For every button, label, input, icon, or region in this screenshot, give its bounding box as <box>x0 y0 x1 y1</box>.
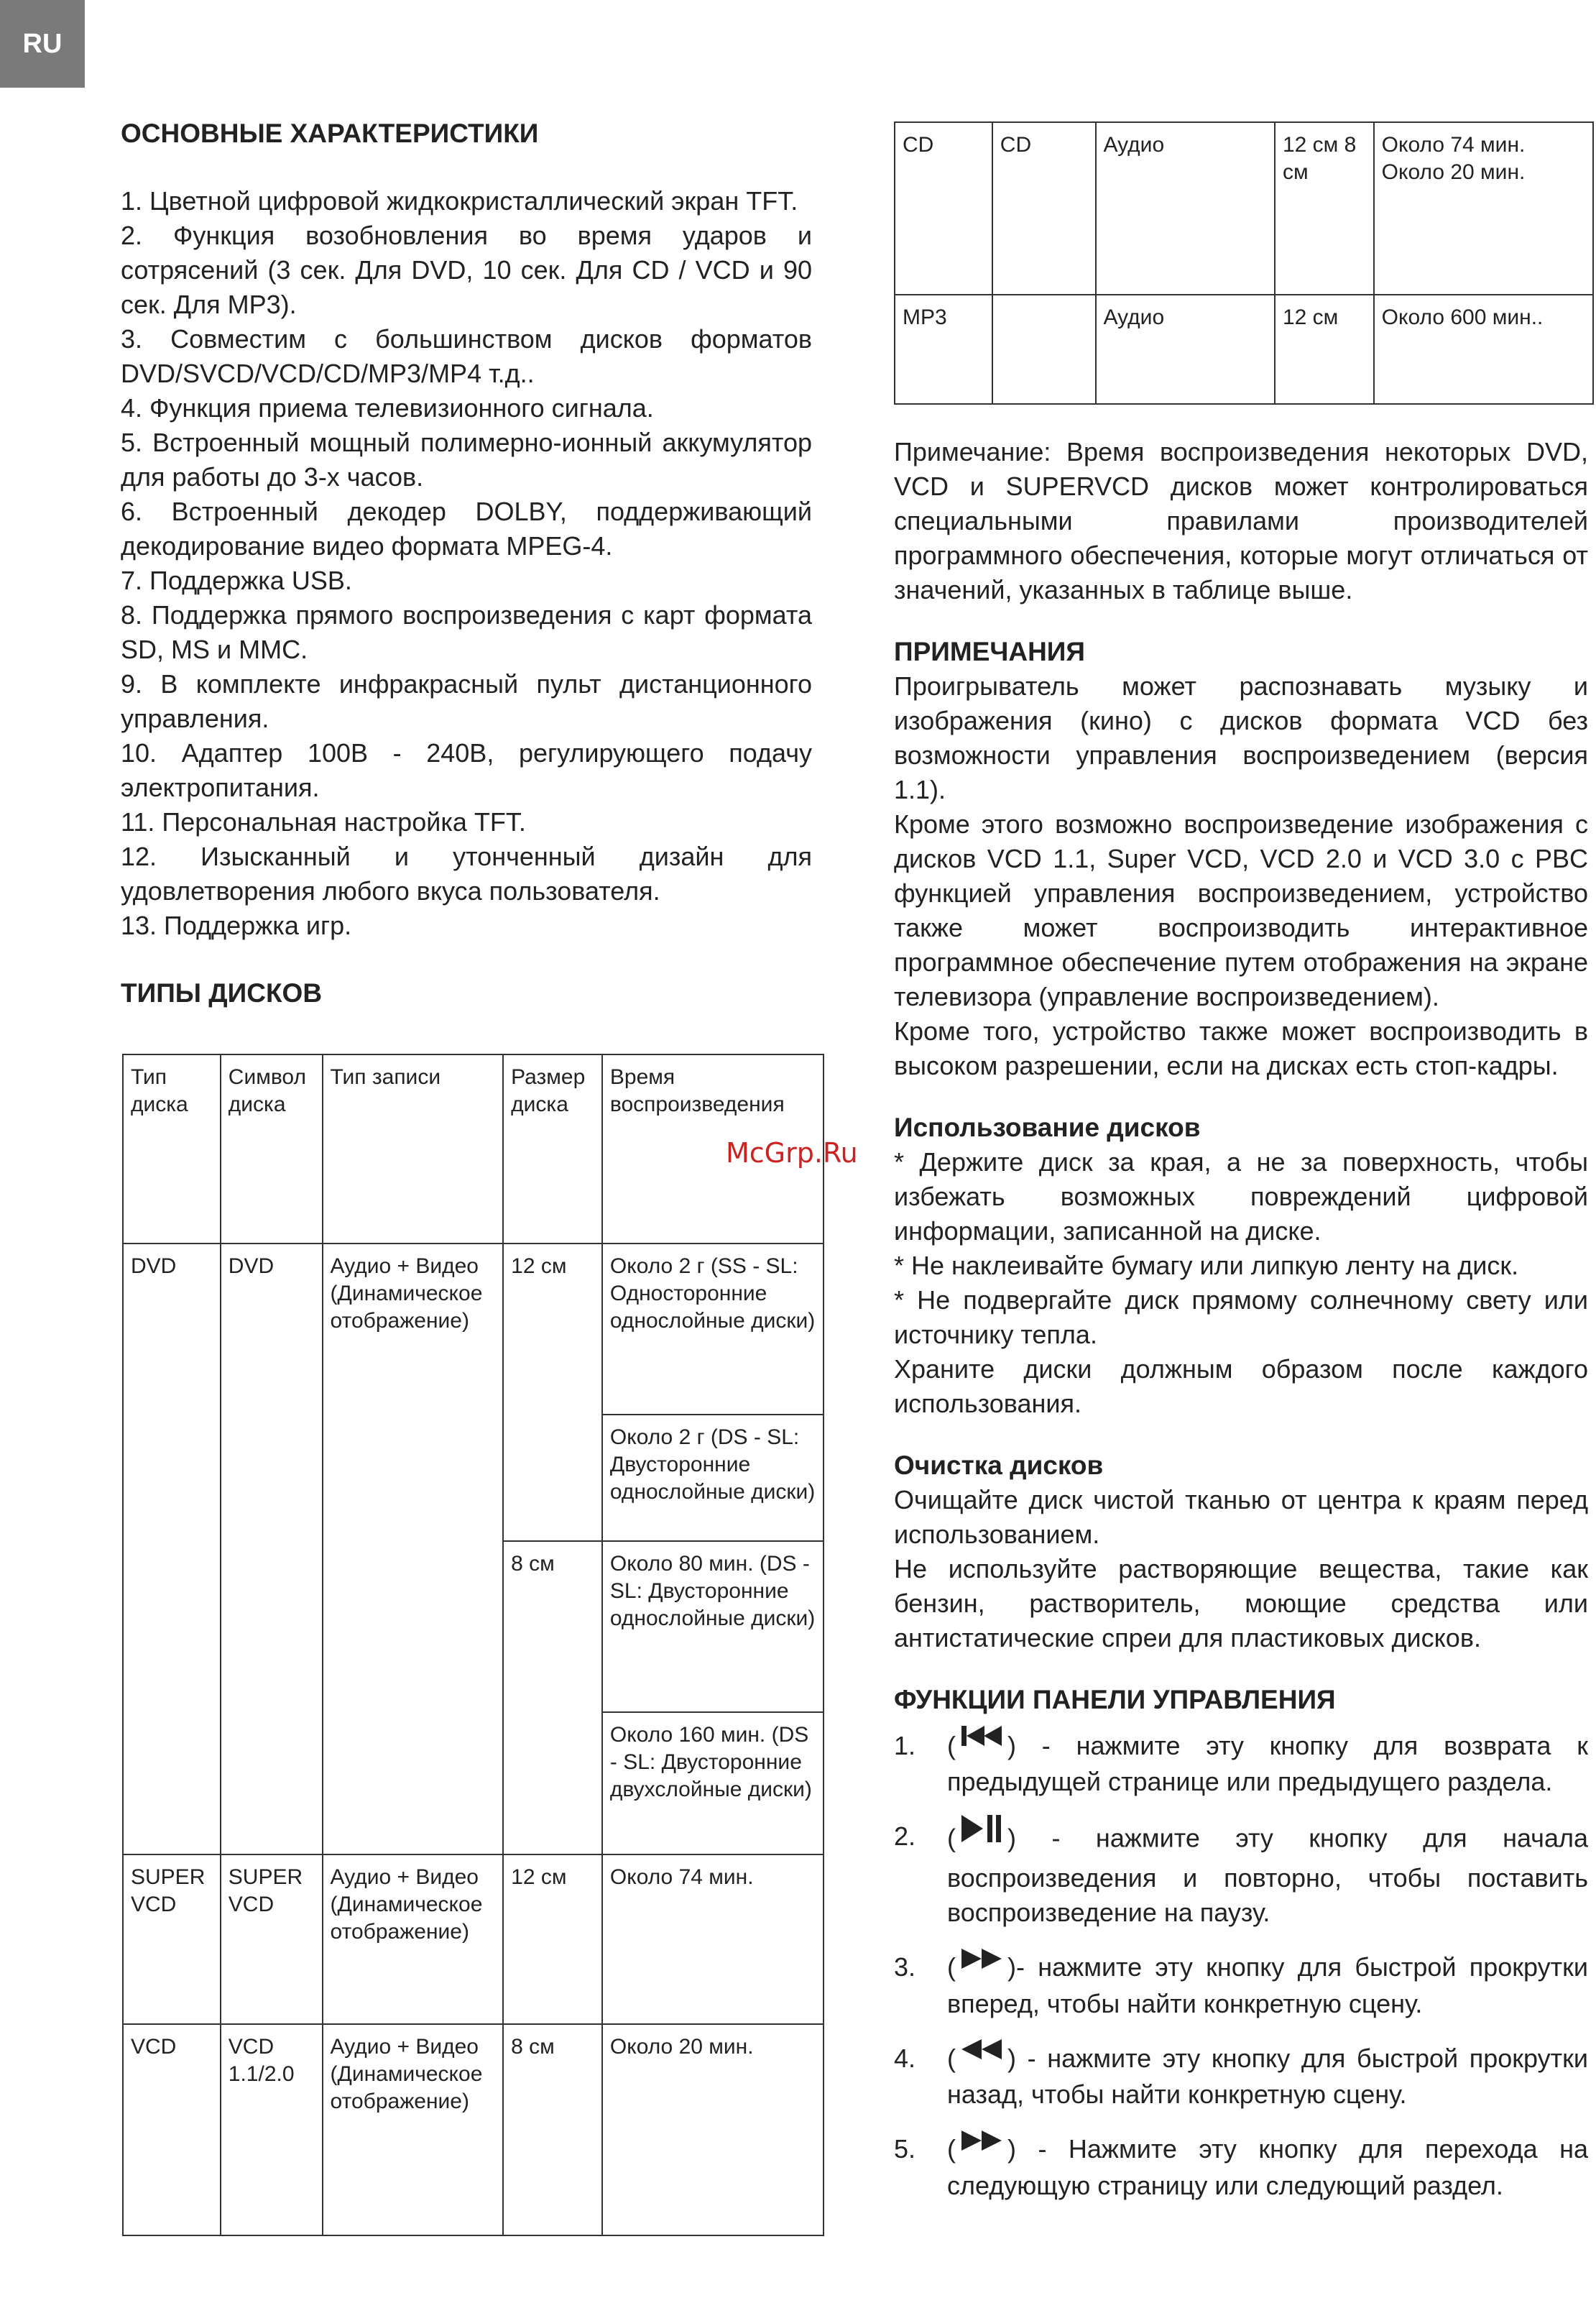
fast-forward-icon <box>960 1945 1003 1980</box>
cell-type: SUPER VCD <box>123 1854 221 2024</box>
feature-item: 9. В комплекте инфракрасный пульт дистанционного управления. <box>121 669 812 733</box>
control-number: 5. <box>894 2134 916 2164</box>
feature-item: 12. Изысканный и утонченный дизайн для удовлетворения любого вкуса пользователя. <box>121 842 812 906</box>
language-tab: RU <box>0 0 85 88</box>
disc-types-heading: ТИПЫ ДИСКОВ <box>121 978 323 1008</box>
cell-record: Аудио + Видео (Динамическое отображение) <box>323 2024 504 2235</box>
cell-size: 12 см <box>503 1854 602 2024</box>
feature-item: 4. Функция приема телевизионного сигнала. <box>121 393 654 423</box>
rewind-icon <box>960 2036 1003 2070</box>
cell-type: MP3 <box>895 295 992 404</box>
cell-time: Около 80 мин. (DS - SL: Двусторонние однослойные диски) <box>602 1541 824 1712</box>
usage-paragraph: * Не наклеивайте бумагу или липкую ленту на диск. <box>894 1251 1519 1280</box>
control-text: ) - нажмите эту кнопку для возврата к предыдущей странице или предыдущего раздела. <box>947 1731 1588 1797</box>
next-icon <box>960 2127 1003 2161</box>
features-list <box>121 184 812 943</box>
feature-item: 3. Совместим с большинством дисков форматов DVD/SVCD/VCD/CD/MP3/MP4 т.д.. <box>121 324 812 388</box>
cell-time: Около 160 мин. (DS - SL: Двусторонние двухслойные диски) <box>602 1712 824 1854</box>
left-column <box>121 108 816 2236</box>
disc-types-table <box>122 1054 824 2236</box>
table-row <box>123 1244 824 1415</box>
feature-item: 5. Встроенный мощный полимерно-ионный аккумулятор для работы до 3-х часов. <box>121 428 812 492</box>
table-header-row <box>123 1054 824 1244</box>
control-panel-heading: ФУНКЦИИ ПАНЕЛИ УПРАВЛЕНИЯ <box>894 1685 1336 1714</box>
table-row <box>123 2024 824 2235</box>
cell-symbol: VCD 1.1/2.0 <box>221 2024 323 2235</box>
control-number: 2. <box>894 1821 916 1852</box>
cell-size: 8 см <box>503 1541 602 1854</box>
cell-time: Около 74 мин. <box>602 1854 824 2024</box>
control-text-wrap: ( ) - Нажмите эту кнопку для перехода на следующую страницу или следующий раздел. <box>947 2132 1588 2202</box>
control-text-wrap: ( )- нажмите эту кнопку для быстрой прокрутки вперед, чтобы найти конкретную сцену. <box>947 1950 1588 2021</box>
control-text-wrap: ( ) - нажмите эту кнопку для быстрой прокрутки назад, чтобы найти конкретную сцену. <box>947 2041 1588 2112</box>
disc-types-table-continued <box>894 121 1594 405</box>
control-number: 1. <box>894 1731 916 1760</box>
watermark: McGrp.Ru <box>726 1137 858 1169</box>
header-cell: Время воспроизведения <box>602 1054 824 1244</box>
cell-symbol: DVD <box>221 1244 323 1854</box>
cell-record: Аудио <box>1096 122 1275 295</box>
control-text: ) - нажмите эту кнопку для быстрой прокрутки назад, чтобы найти конкретную сцену. <box>947 2043 1588 2110</box>
control-item <box>894 2041 1588 2112</box>
feature-item: 13. Поддержка игр. <box>121 911 352 940</box>
cell-type: VCD <box>123 2024 221 2235</box>
table-row <box>895 295 1593 404</box>
cleaning-paragraph: Очищайте диск чистой тканью от центра к краям перед использованием. <box>894 1485 1588 1549</box>
control-item <box>894 2132 1588 2202</box>
control-number: 3. <box>894 1952 916 1982</box>
cell-time: Около 2 г (SS - SL: Односторонние однослойные диски) <box>602 1244 824 1415</box>
header-cell: Символ диска <box>221 1054 323 1244</box>
header-cell: Тип диска <box>123 1054 221 1244</box>
cleaning-paragraph: Не используйте растворяющие вещества, такие как бензин, растворитель, моющие средства или антистатические спреи для пластиковых дисков. <box>894 1554 1588 1652</box>
disc-usage-heading: Использование дисков <box>894 1113 1201 1142</box>
control-item <box>894 1819 1588 1930</box>
header-cell: Тип записи <box>323 1054 504 1244</box>
control-text-wrap: ( ) - нажмите эту кнопку для возврата к предыдущей странице или предыдущего раздела. <box>947 1729 1588 1799</box>
feature-item: 2. Функция возобновления во время ударов и сотрясений (3 сек. Для DVD, 10 сек. Для CD / VCD и 90 сек. Для MP3). <box>121 221 812 319</box>
cell-time: Около 600 мин.. <box>1374 295 1593 404</box>
usage-paragraph: * Не подвергайте диск прямому солнечному свету или источнику тепла. <box>894 1285 1588 1349</box>
usage-paragraph: Храните диски должным образом после каждого использования. <box>894 1354 1588 1418</box>
cell-record: Аудио <box>1096 295 1275 404</box>
cell-time: Около 20 мин. <box>602 2024 824 2235</box>
cell-size: 12 см <box>503 1244 602 1541</box>
notes-paragraph: Кроме этого возможно воспроизведение изображения с дисков VCD 1.1, Super VCD, VCD 2.0 и VCD 3.0 с PBC функцией управления воспроизведением, устройство также может воспроизводить интерактивное программное обеспечение путем отображения на экране телевизора (управление воспроизведением). <box>894 809 1588 1011</box>
table-row <box>895 122 1593 295</box>
feature-item: 7. Поддержка USB. <box>121 566 352 595</box>
cell-time: Около 2 г (DS - SL: Двусторонние однослойные диски) <box>602 1415 824 1541</box>
disc-cleaning-heading: Очистка дисков <box>894 1451 1104 1480</box>
cell-record: Аудио + Видео (Динамическое отображение) <box>323 1244 504 1854</box>
feature-item: 1. Цветной цифровой жидкокристаллический экран TFT. <box>121 186 798 216</box>
right-column <box>894 121 1588 2203</box>
table-note: Примечание: Время воспроизведения некоторых DVD, VCD и SUPERVCD дисков может контролироваться специальными правилами производителей программного обеспечения, которые могут отличаться от значений, указанных в таблице выше. <box>894 437 1588 605</box>
cell-size: 12 см <box>1275 295 1374 404</box>
header-cell: Размер диска <box>503 1054 602 1244</box>
cell-symbol: SUPER VCD <box>221 1854 323 2024</box>
control-item <box>894 1729 1588 1799</box>
notes-heading: ПРИМЕЧАНИЯ <box>894 637 1085 666</box>
control-text: ) - нажмите эту кнопку для начала воспроизведения и повторно, чтобы поставить воспроизведение на паузу. <box>947 1824 1588 1928</box>
feature-item: 8. Поддержка прямого воспроизведения с карт формата SD, MS и MMC. <box>121 600 812 664</box>
control-number: 4. <box>894 2043 916 2073</box>
feature-item: 10. Адаптер 100В - 240В, регулирующего подачу электропитания. <box>121 738 812 802</box>
notes-paragraph: Кроме того, устройство также может воспроизводить в высоком разрешении, если на дисках есть стоп-кадры. <box>894 1016 1588 1080</box>
features-heading: ОСНОВНЫЕ ХАРАКТЕРИСТИКИ <box>121 119 539 148</box>
play-pause-icon <box>960 1812 1003 1854</box>
cell-size: 12 см 8 см <box>1275 122 1374 295</box>
cell-type: CD <box>895 122 992 295</box>
notes-paragraph: Проигрыватель может распознавать музыку и изображения (кино) с дисков формата VCD без возможности управления воспроизведением (версия 1.1). <box>894 671 1588 804</box>
previous-icon <box>960 1723 1003 1757</box>
control-text: )- нажмите эту кнопку для быстрой прокрутки вперед, чтобы найти конкретную сцену. <box>947 1952 1588 2018</box>
cell-size: 8 см <box>503 2024 602 2235</box>
feature-item: 6. Встроенный декодер DOLBY, поддерживающий декодирование видео формата MPEG-4. <box>121 497 812 561</box>
cell-record: Аудио + Видео (Динамическое отображение) <box>323 1854 504 2024</box>
feature-item: 11. Персональная настройка TFT. <box>121 807 526 837</box>
control-text-wrap: ( ) - нажмите эту кнопку для начала воспроизведения и повторно, чтобы поставить воспроизведение на паузу. <box>947 1819 1588 1930</box>
cell-time: Около 74 мин. Около 20 мин. <box>1374 122 1593 295</box>
cell-symbol <box>992 295 1096 404</box>
cell-type: DVD <box>123 1244 221 1854</box>
cell-symbol: CD <box>992 122 1096 295</box>
control-text: ) - Нажмите эту кнопку для перехода на следующую страницу или следующий раздел. <box>947 2134 1588 2200</box>
control-item <box>894 1950 1588 2021</box>
table-row <box>123 1854 824 2024</box>
usage-paragraph: * Держите диск за края, а не за поверхность, чтобы избежать возможных повреждений цифровой информации, записанной на диске. <box>894 1147 1588 1246</box>
